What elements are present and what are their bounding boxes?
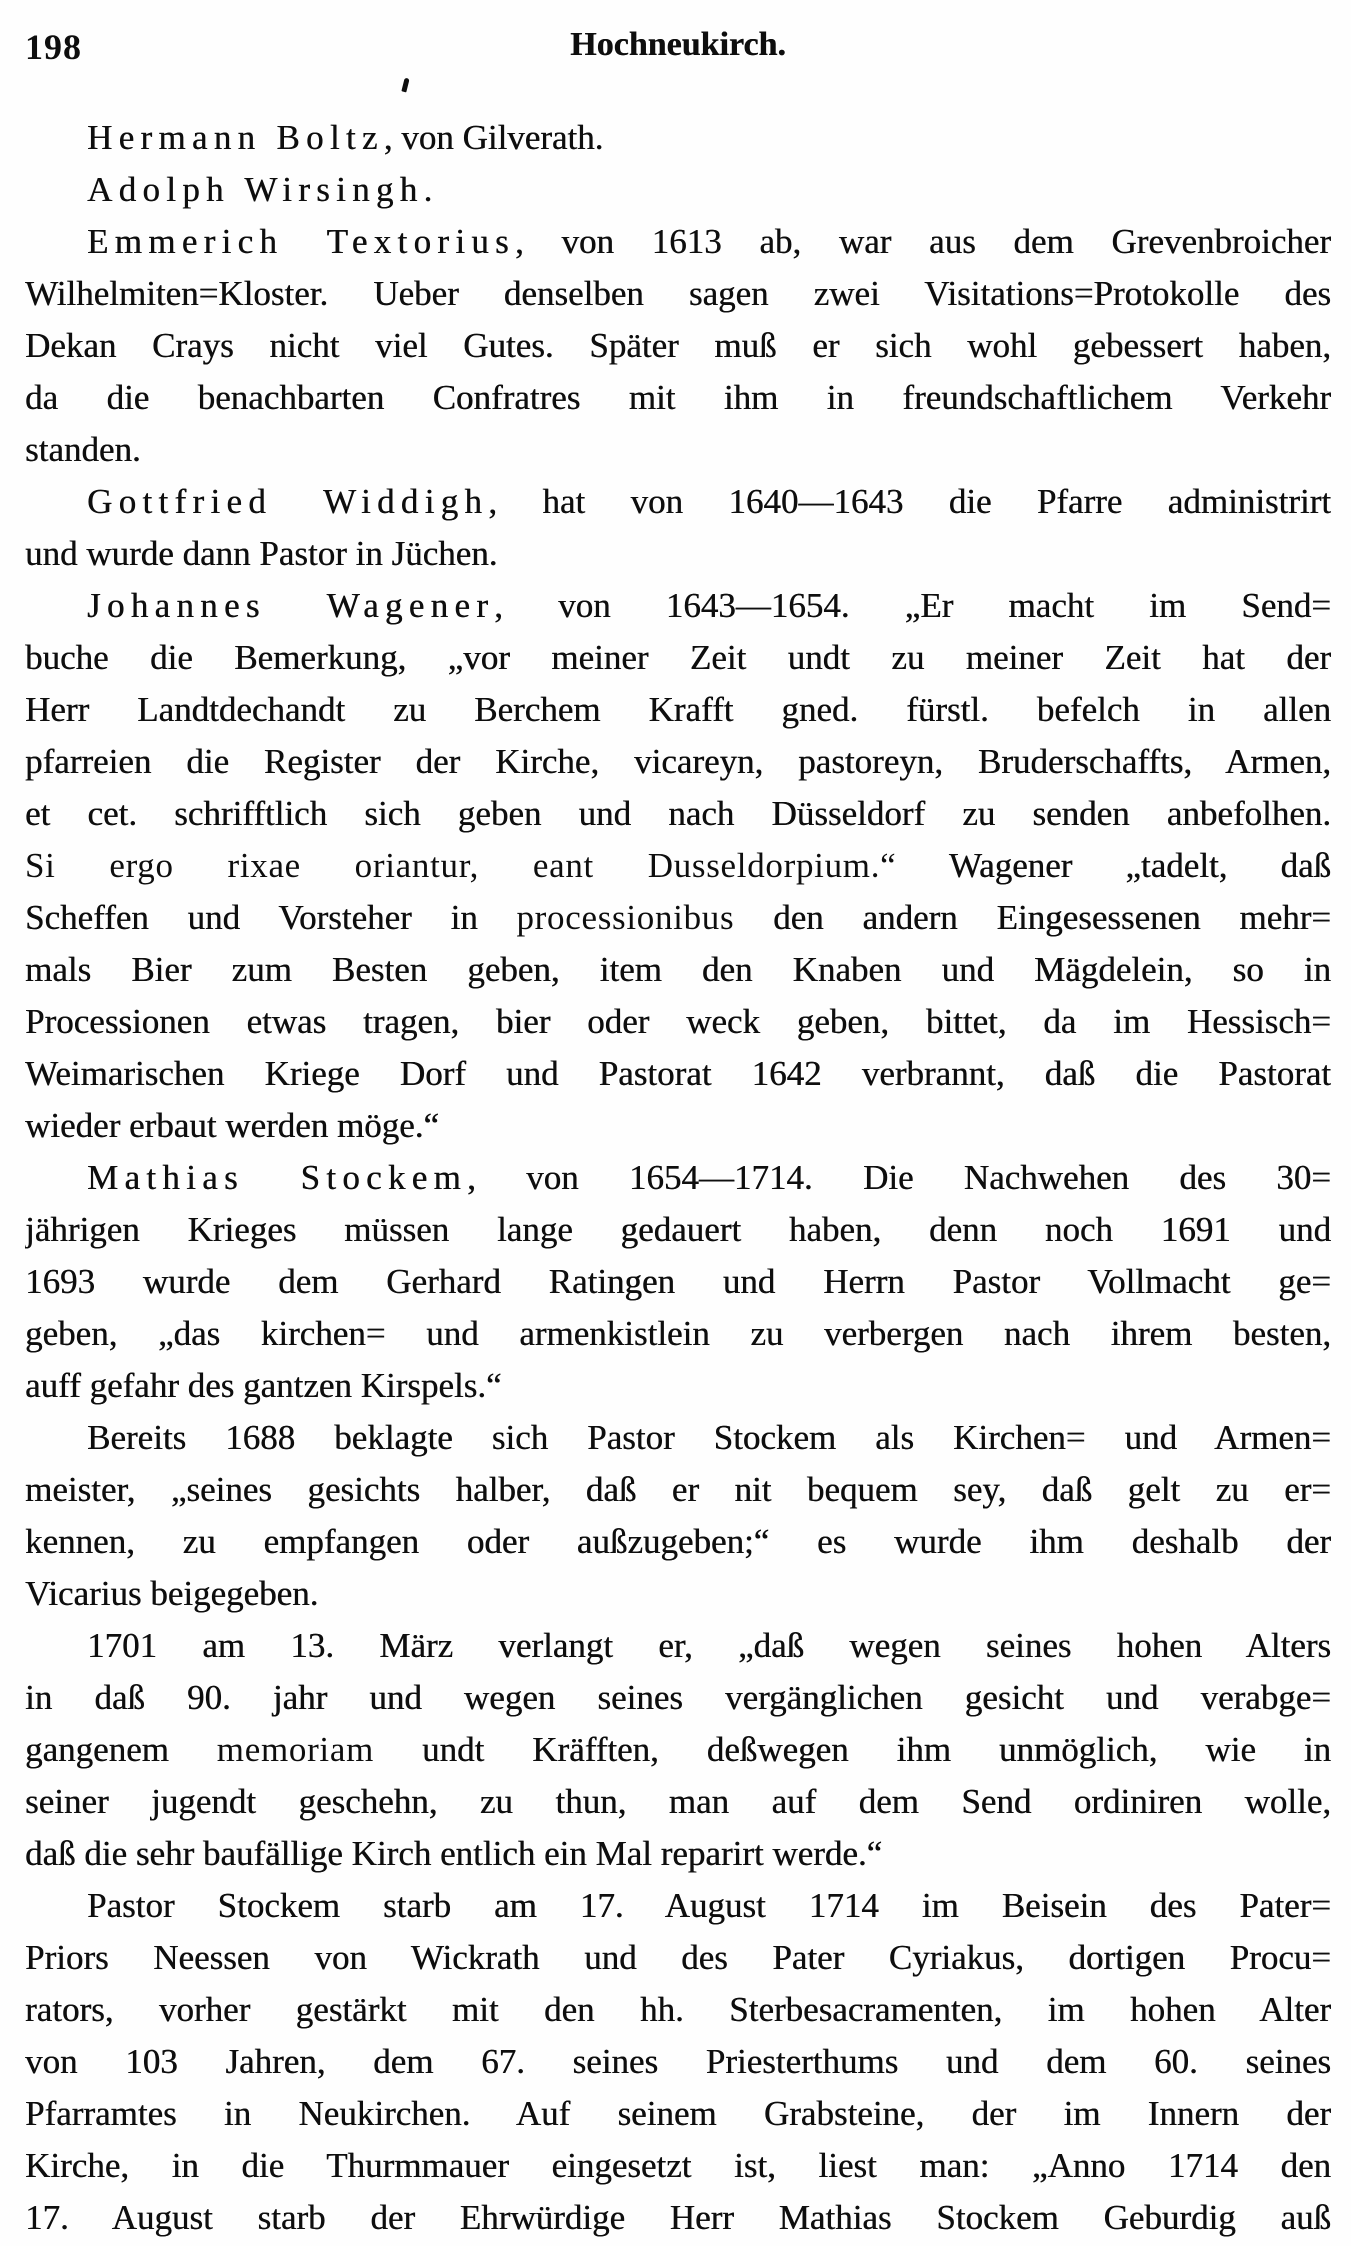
text-line — [25, 996, 1331, 1048]
text-line — [25, 1880, 1331, 1932]
text-line — [25, 944, 1331, 996]
text-line — [25, 424, 1331, 476]
text-line — [25, 892, 1331, 944]
text-line — [25, 632, 1331, 684]
text-segment: von 103 Jahren, dem 67. seines Priesterthums und dem 60. seines — [25, 2042, 1331, 2081]
text-line — [25, 320, 1331, 372]
text-segment: wieder erbaut werden möge.“ — [25, 1106, 439, 1145]
text-line — [25, 1620, 1331, 1672]
paragraph — [25, 112, 1331, 164]
text-line — [25, 2140, 1331, 2192]
text-segment: seiner jugendt geschehn, zu thun, man auf dem Send ordiniren wolle, — [25, 1782, 1331, 1821]
text-line — [25, 1828, 1331, 1880]
text-line — [25, 112, 1331, 164]
person-name: Johannes Wagener — [87, 586, 495, 625]
latin-phrase: memoriam — [216, 1730, 375, 1769]
text-segment: rators, vorher gestärkt mit den hh. Sterbesacramenten, im hohen Alter — [25, 1990, 1331, 2029]
text-line — [25, 1516, 1331, 1568]
text-line — [25, 2088, 1331, 2140]
text-segment: in daß 90. jahr und wegen seines vergänglichen gesicht und verabge= — [25, 1678, 1331, 1717]
text-line — [25, 1048, 1331, 1100]
text-segment: 17. August starb der Ehrwürdige Herr Mathias Stockem Geburdig auß — [25, 2198, 1331, 2237]
page-number: 198 — [25, 27, 82, 67]
text-line — [25, 2192, 1331, 2244]
text-line — [25, 1152, 1331, 1204]
text-segment: da die benachbarten Confratres mit ihm in freundschaftlichem Verkehr — [25, 378, 1331, 417]
text-line — [25, 788, 1331, 840]
text-line — [25, 268, 1331, 320]
text-segment: Weimarischen Kriege Dorf und Pastorat 1642 verbrannt, daß die Pastorat — [25, 1054, 1331, 1093]
text-segment: Pfarramtes in Neukirchen. Auf seinem Grabsteine, der im Innern der — [25, 2094, 1331, 2133]
page-header — [25, 26, 1331, 72]
text-line — [25, 1932, 1331, 1984]
running-title: Hochneukirch. — [570, 26, 786, 63]
latin-phrase: Si ergo rixae oriantur, eant Dusseldorpium.“ — [25, 846, 897, 885]
text-line — [25, 1412, 1331, 1464]
text-line — [25, 684, 1331, 736]
text-line — [25, 840, 1331, 892]
paragraph — [25, 216, 1331, 476]
text-segment: auff gefahr des gantzen Kirspels.“ — [25, 1366, 502, 1405]
text-segment: , von 1643—1654. „Er macht im Send= — [494, 586, 1331, 625]
text-segment: buche die Bemerkung, „vor meiner Zeit undt zu meiner Zeit hat der — [25, 638, 1331, 677]
text-segment: undt Kräfften, deßwegen ihm unmöglich, wie in — [374, 1730, 1331, 1769]
text-line — [25, 1776, 1331, 1828]
text-segment: , von 1613 ab, war aus dem Grevenbroicher — [514, 222, 1331, 261]
text-segment: et cet. schrifftlich sich geben und nach Düsseldorf zu senden anbefolhen. — [25, 794, 1331, 833]
text-segment: Herr Landtdechandt zu Berchem Krafft gned. fürstl. befelch in allen — [25, 690, 1331, 729]
text-segment: meister, „seines gesichts halber, daß er nit bequem sey, daß gelt zu er= — [25, 1470, 1331, 1509]
text-segment: kennen, zu empfangen oder außzugeben;“ es wurde ihm deshalb der — [25, 1522, 1331, 1561]
person-name: Hermann Boltz — [87, 118, 384, 157]
text-segment: gangenem — [25, 1730, 217, 1769]
text-segment: Vicarius beigegeben. — [25, 1574, 319, 1613]
text-line — [25, 216, 1331, 268]
text-segment: den andern Eingesessenen mehr= — [734, 898, 1331, 937]
text-line — [25, 580, 1331, 632]
text-line — [25, 1568, 1331, 1620]
text-segment: mals Bier zum Besten geben, item den Knaben und Mägdelein, so in — [25, 950, 1331, 989]
person-name: Emmerich Textorius — [87, 222, 515, 261]
text-segment: 1701 am 13. März verlangt er, „daß wegen seines hohen Alters — [87, 1626, 1331, 1665]
text-segment: und wurde dann Pastor in Jüchen. — [25, 534, 498, 573]
paragraph — [25, 1880, 1331, 2244]
paragraph — [25, 580, 1331, 1152]
paragraph — [25, 476, 1331, 580]
text-segment: Kirche, in die Thurmmauer eingesetzt ist, liest man: „Anno 1714 den — [25, 2146, 1331, 2185]
text-segment: jährigen Krieges müssen lange gedauert haben, denn noch 1691 und — [25, 1210, 1331, 1249]
text-line — [25, 736, 1331, 788]
text-segment: Bereits 1688 beklagte sich Pastor Stockem als Kirchen= und Armen= — [87, 1418, 1331, 1457]
text-segment: geben, „das kirchen= und armenkistlein zu verbergen nach ihrem besten, — [25, 1314, 1331, 1353]
text-line — [25, 2036, 1331, 2088]
text-line — [25, 528, 1331, 580]
text-segment: pfarreien die Register der Kirche, vicareyn, pastoreyn, Bruderschaffts, Armen, — [25, 742, 1331, 781]
text-segment: Priors Neessen von Wickrath und des Pater Cyriakus, dortigen Procu= — [25, 1938, 1331, 1977]
paragraph — [25, 1620, 1331, 1880]
text-segment: Processionen etwas tragen, bier oder weck geben, bittet, da im Hessisch= — [25, 1002, 1331, 1041]
text-line — [25, 1464, 1331, 1516]
paragraph — [25, 1412, 1331, 1620]
text-segment: , von 1654—1714. Die Nachwehen des 30= — [467, 1158, 1331, 1197]
scan-artifact-speck — [401, 78, 409, 93]
text-line — [25, 164, 1331, 216]
text-line — [25, 372, 1331, 424]
latin-phrase: processionibus — [516, 898, 735, 937]
text-line — [25, 1308, 1331, 1360]
text-segment: Wagener „tadelt, daß — [896, 846, 1331, 885]
text-line — [25, 476, 1331, 528]
text-line — [25, 1360, 1331, 1412]
text-line — [25, 1724, 1331, 1776]
text-line — [25, 1100, 1331, 1152]
text-segment: , von Gilverath. — [383, 118, 604, 157]
text-segment: Pastor Stockem starb am 17. August 1714 im Beisein des Pater= — [87, 1886, 1331, 1925]
text-line — [25, 1984, 1331, 2036]
person-name: Adolph Wirsingh — [87, 170, 424, 209]
text-segment: . — [423, 170, 433, 209]
text-segment: Dekan Crays nicht viel Gutes. Später muß er sich wohl gebessert haben, — [25, 326, 1331, 365]
page-body — [25, 112, 1331, 2244]
text-line — [25, 1204, 1331, 1256]
text-segment: standen. — [25, 430, 141, 469]
text-segment: Wilhelmiten=Kloster. Ueber denselben sagen zwei Visitations=Protokolle des — [25, 274, 1331, 313]
text-line — [25, 1672, 1331, 1724]
text-segment: daß die sehr baufällige Kirch entlich ein Mal reparirt werde.“ — [25, 1834, 883, 1873]
text-segment: 1693 wurde dem Gerhard Ratingen und Herrn Pastor Vollmacht ge= — [25, 1262, 1331, 1301]
paragraph — [25, 1152, 1331, 1412]
text-segment: , hat von 1640—1643 die Pfarre administrirt — [488, 482, 1331, 521]
person-name: Gottfried Widdigh — [87, 482, 489, 521]
person-name: Mathias Stockem — [87, 1158, 468, 1197]
paragraph — [25, 164, 1331, 216]
text-line — [25, 1256, 1331, 1308]
text-segment: Scheffen und Vorsteher in — [25, 898, 517, 937]
